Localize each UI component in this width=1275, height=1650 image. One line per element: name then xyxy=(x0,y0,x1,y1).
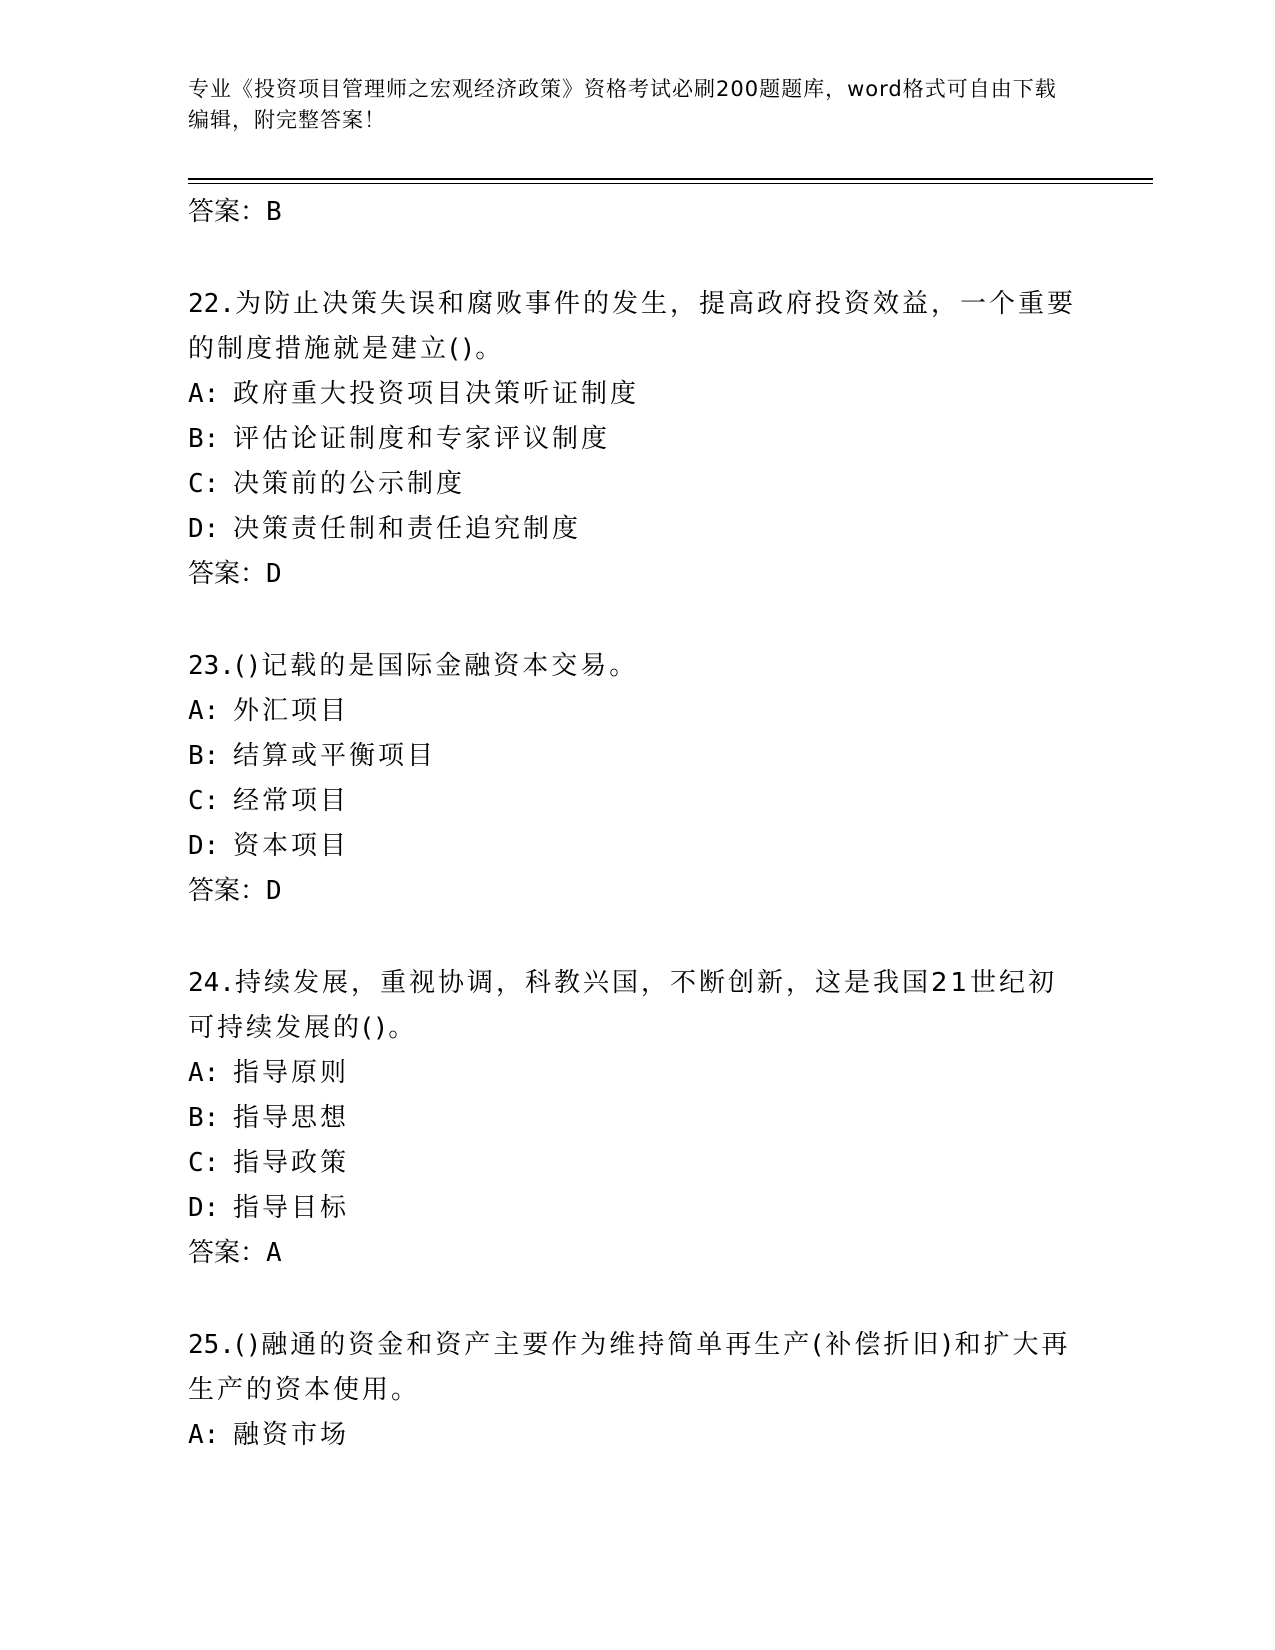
option-a xyxy=(188,372,1088,417)
option-a xyxy=(188,1051,1088,1096)
answer-value: D xyxy=(266,559,282,589)
question-text xyxy=(188,961,1078,1051)
option-letter: C: xyxy=(188,469,220,499)
question-text xyxy=(188,282,1078,372)
option-d xyxy=(188,1186,1088,1231)
question-list xyxy=(188,190,1088,1458)
option-text: 指导目标 xyxy=(233,1193,350,1223)
question-body: 持续发展，重视协调，科教兴国，不断创新，这是我国21世纪初可持续发展的()。 xyxy=(188,968,1058,1043)
option-letter: B: xyxy=(188,741,220,771)
option-letter: C: xyxy=(188,786,220,816)
option-text: 经常项目 xyxy=(233,786,350,816)
option-b xyxy=(188,734,1088,779)
option-text: 政府重大投资项目决策听证制度 xyxy=(233,379,640,409)
answer-label: 答案： xyxy=(188,876,267,906)
option-d xyxy=(188,507,1088,552)
option-letter: B: xyxy=(188,424,220,454)
document-header: 专业《投资项目管理师之宏观经济政策》资格考试必刷200题题库，word格式可自由下载编辑，附完整答案！ xyxy=(188,77,1057,132)
question-number: 23. xyxy=(188,651,235,681)
question-body: ()记载的是国际金融资本交易。 xyxy=(234,651,639,681)
option-c xyxy=(188,779,1088,824)
option-text: 结算或平衡项目 xyxy=(233,741,437,771)
question-body: ()融通的资金和资产主要作为维持简单再生产(补偿折旧)和扩大再生产的资本使用。 xyxy=(188,1330,1071,1405)
header-rule-thick xyxy=(188,178,1153,180)
answer-label: 答案： xyxy=(188,197,267,227)
option-c xyxy=(188,1141,1088,1186)
option-text: 决策责任制和责任追究制度 xyxy=(233,514,582,544)
question-item xyxy=(188,282,1088,597)
question-text xyxy=(188,644,1078,689)
question-item xyxy=(188,961,1088,1276)
option-letter: D: xyxy=(188,514,220,544)
option-b xyxy=(188,1096,1088,1141)
option-c xyxy=(188,462,1088,507)
option-letter: D: xyxy=(188,831,220,861)
option-text: 指导思想 xyxy=(233,1103,350,1133)
question-number: 24. xyxy=(188,968,235,998)
question-body: 为防止决策失误和腐败事件的发生，提高政府投资效益，一个重要的制度措施就是建立()。 xyxy=(188,289,1076,364)
question-number: 25. xyxy=(188,1330,235,1360)
question-number: 22. xyxy=(188,289,235,319)
option-letter: B: xyxy=(188,1103,220,1133)
option-text: 外汇项目 xyxy=(233,696,350,726)
question-item xyxy=(188,644,1088,914)
header-rule-thin xyxy=(188,183,1153,184)
answer-value: B xyxy=(266,197,282,227)
answer-line xyxy=(188,190,1088,235)
answer-label: 答案： xyxy=(188,1238,267,1268)
option-letter: D: xyxy=(188,1193,220,1223)
option-letter: A: xyxy=(188,696,220,726)
answer-label: 答案： xyxy=(188,559,267,589)
option-a xyxy=(188,1413,1088,1458)
question-item xyxy=(188,1323,1088,1458)
answer-line xyxy=(188,1231,1088,1276)
option-letter: A: xyxy=(188,1058,220,1088)
option-text: 指导政策 xyxy=(233,1148,350,1178)
option-letter: A: xyxy=(188,1420,220,1450)
option-a xyxy=(188,689,1088,734)
option-text: 指导原则 xyxy=(233,1058,350,1088)
option-text: 融资市场 xyxy=(233,1420,350,1450)
option-letter: C: xyxy=(188,1148,220,1178)
answer-value: A xyxy=(266,1238,282,1268)
answer-line xyxy=(188,552,1088,597)
answer-value: D xyxy=(266,876,282,906)
answer-line xyxy=(188,869,1088,914)
option-text: 评估论证制度和专家评议制度 xyxy=(233,424,611,454)
question-text xyxy=(188,1323,1078,1413)
option-b xyxy=(188,417,1088,462)
option-d xyxy=(188,824,1088,869)
option-text: 资本项目 xyxy=(233,831,350,861)
option-text: 决策前的公示制度 xyxy=(233,469,466,499)
option-letter: A: xyxy=(188,379,220,409)
